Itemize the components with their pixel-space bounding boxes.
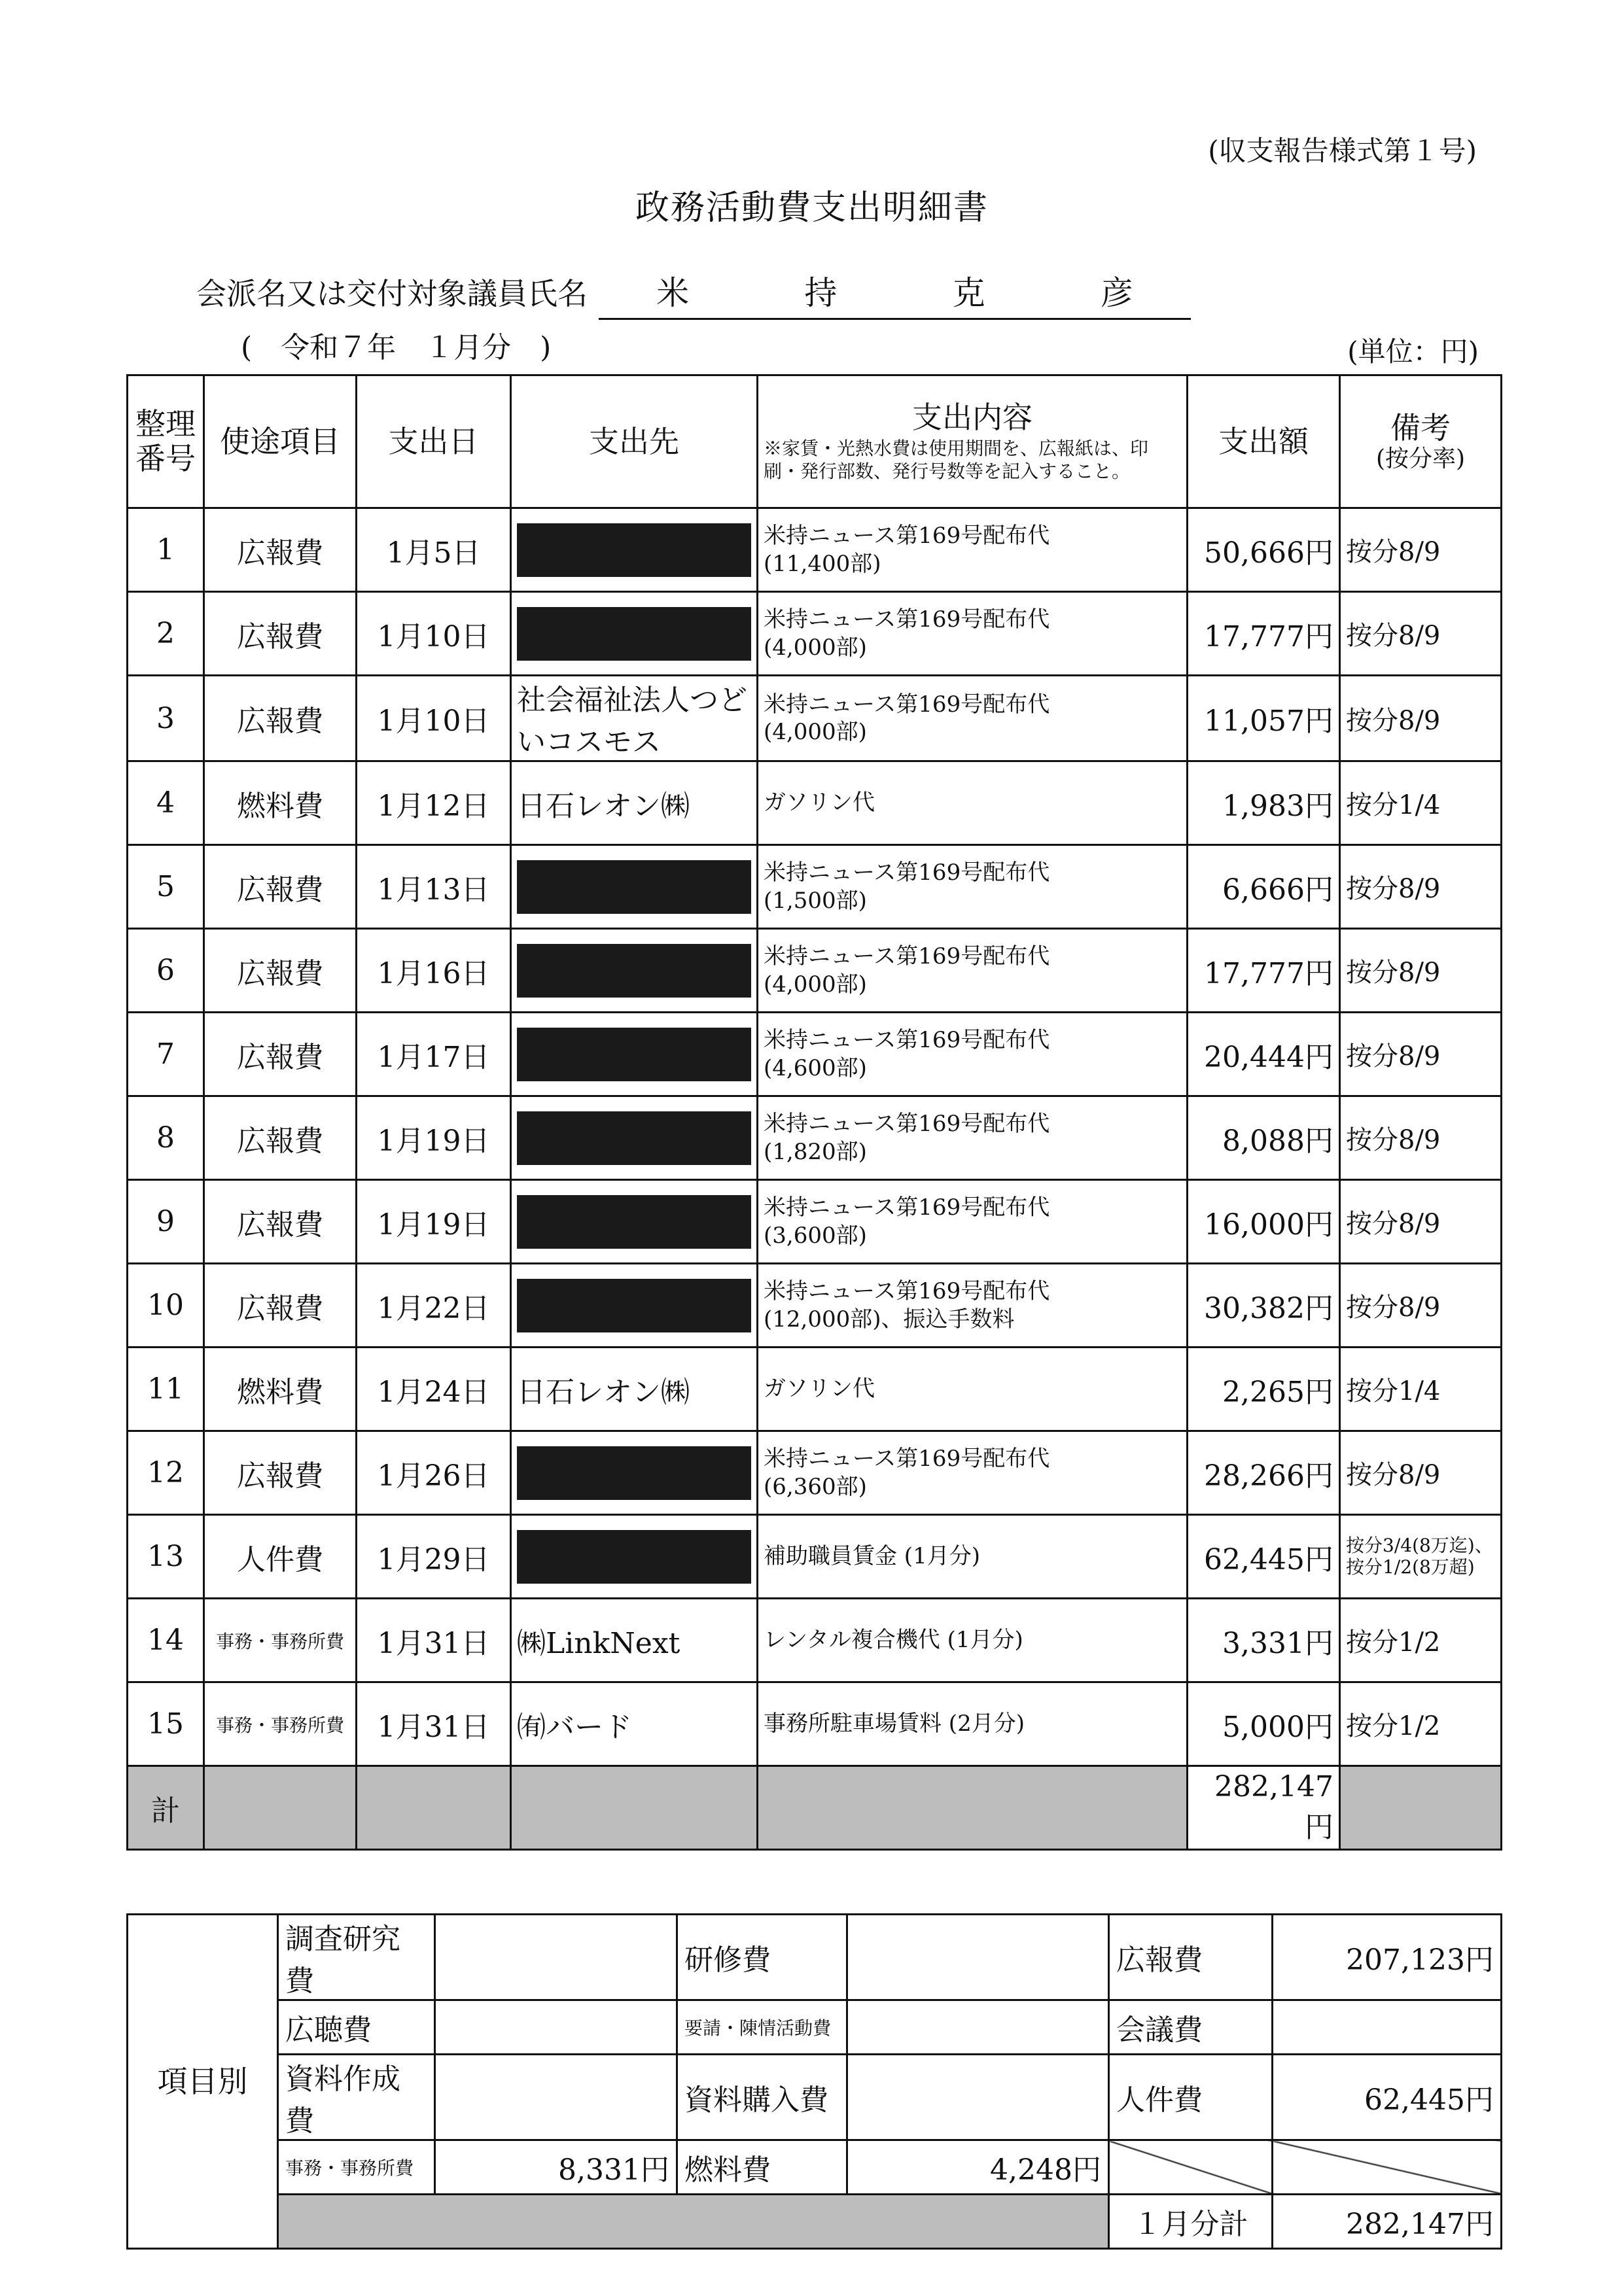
table-row [128,1599,1502,1682]
table-row [128,1682,1502,1766]
row-payee: 日石レオン㈱ [511,1348,758,1431]
row-amount: 5,000円 [1188,1682,1340,1766]
table-row [128,508,1502,592]
row-payee [511,1431,758,1515]
row-payee: 日石レオン㈱ [511,761,758,845]
total-label: 計 [128,1766,204,1850]
row-description: 米持ニュース第169号配布代 (6,360部) [758,1431,1188,1515]
table-row [128,592,1502,676]
summary-value: 8,331円 [435,2140,677,2195]
row-payee: ㈲バード [511,1682,758,1766]
summary-value [435,2055,677,2140]
row-note: 按分8/9 [1340,1180,1502,1264]
row-date: 1月13日 [357,845,511,929]
table-row [128,1180,1502,1264]
row-date: 1月22日 [357,1264,511,1348]
table-row [128,676,1502,761]
summary-value [847,2055,1109,2140]
summary-value [435,1915,677,2000]
row-amount: 2,265円 [1188,1348,1340,1431]
row-number: 12 [128,1431,204,1515]
summary-value [435,2000,677,2055]
summary-row [128,2000,1502,2055]
row-payee [511,1096,758,1180]
row-description: 米持ニュース第169号配布代 (11,400部) [758,508,1188,592]
row-category: 広報費 [204,1013,357,1096]
expenditure-table [126,374,1502,1851]
header-num: 整理番号 [128,375,204,508]
row-category: 広報費 [204,1096,357,1180]
redaction-block [517,1028,751,1081]
row-date: 1月19日 [357,1180,511,1264]
row-description: 事務所駐車場賃料 (2月分) [758,1682,1188,1766]
summary-label: 会議費 [1109,2000,1273,2055]
row-amount: 1,983円 [1188,761,1340,845]
redaction-block [517,607,751,661]
row-category: 事務・事務所費 [204,1682,357,1766]
redaction-block [517,860,751,914]
row-number: 5 [128,845,204,929]
row-date: 1月5日 [357,508,511,592]
summary-value: 4,248円 [847,2140,1109,2195]
member-name-char: 米 [656,274,690,312]
row-note: 按分8/9 [1340,1096,1502,1180]
header-description [758,375,1188,508]
table-row [128,1096,1502,1180]
row-date: 1月31日 [357,1599,511,1682]
row-note: 按分8/9 [1340,592,1502,676]
row-number: 7 [128,1013,204,1096]
redaction-block [517,1279,751,1332]
table-row [128,1348,1502,1431]
row-payee [511,592,758,676]
row-payee [511,1515,758,1599]
header-date: 支出日 [357,375,511,508]
summary-label: 事務・事務所費 [278,2140,435,2195]
summary-value: 207,123円 [1273,1915,1502,2000]
redaction-block [517,523,751,577]
category-summary-table [126,1913,1502,2250]
row-date: 1月10日 [357,676,511,761]
table-row [128,1264,1502,1348]
summary-row [128,2055,1502,2140]
row-note: 按分1/2 [1340,1682,1502,1766]
total-blank [1340,1766,1502,1850]
row-payee [511,1264,758,1348]
table-row [128,761,1502,845]
summary-value [847,2000,1109,2055]
summary-row [128,1915,1502,2000]
summary-shaded-cell [278,2195,1109,2249]
row-number: 8 [128,1096,204,1180]
table-body [128,508,1502,1766]
summary-diagonal-cell [1109,2140,1273,2195]
table-header-row [128,375,1502,508]
row-number: 6 [128,929,204,1013]
row-number: 9 [128,1180,204,1264]
redaction-block [517,1530,751,1584]
table-row [128,1515,1502,1599]
member-label: 会派名又は交付対象議員氏名 [196,276,588,311]
unit-label: (単位：円) [1347,336,1479,368]
table-row [128,1431,1502,1515]
total-blank [758,1766,1188,1850]
row-description: 米持ニュース第169号配布代 (4,600部) [758,1013,1188,1096]
row-category: 人件費 [204,1515,357,1599]
row-payee [511,508,758,592]
summary-label: 研修費 [677,1915,847,2000]
row-note: 按分3/4(8万迄)、按分1/2(8万超) [1340,1515,1502,1599]
row-note: 按分8/9 [1340,508,1502,592]
row-category: 燃料費 [204,761,357,845]
row-date: 1月16日 [357,929,511,1013]
header-description-note: ※家賃・光熱水費は使用期間を、広報紙は、印刷・発行部数、発行号数等を記入すること。 [764,438,1149,483]
row-payee: 社会福祉法人つどいコスモス [511,676,758,761]
row-payee [511,929,758,1013]
redaction-block [517,1446,751,1500]
report-period: ( 令和７年 １月分 ) [241,331,552,364]
row-category: 広報費 [204,1264,357,1348]
row-amount: 50,666円 [1188,508,1340,592]
row-description: 米持ニュース第169号配布代 (1,500部) [758,845,1188,929]
row-number: 3 [128,676,204,761]
total-blank [511,1766,758,1850]
summary-total-label: １月分計 [1109,2195,1273,2249]
table-row [128,1013,1502,1096]
row-number: 15 [128,1682,204,1766]
row-note: 按分8/9 [1340,1013,1502,1096]
header-note-title: 備考 [1390,409,1451,445]
summary-row [128,2140,1502,2195]
total-amount: 282,147円 [1188,1766,1340,1850]
row-payee [511,845,758,929]
member-name [599,267,1191,320]
row-payee [511,1180,758,1264]
row-category: 広報費 [204,676,357,761]
row-date: 1月31日 [357,1682,511,1766]
row-note: 按分8/9 [1340,1431,1502,1515]
summary-diagonal-cell [1273,2140,1502,2195]
summary-value [847,1915,1109,2000]
row-date: 1月26日 [357,1431,511,1515]
table-row [128,845,1502,929]
summary-label: 資料作成費 [278,2055,435,2140]
summary-side-label: 項目別 [128,1915,278,2249]
row-amount: 6,666円 [1188,845,1340,929]
row-amount: 28,266円 [1188,1431,1340,1515]
row-note: 按分1/4 [1340,761,1502,845]
row-amount: 30,382円 [1188,1264,1340,1348]
row-category: 広報費 [204,929,357,1013]
summary-total-value: 282,147円 [1273,2195,1502,2249]
summary-label: 広報費 [1109,1915,1273,2000]
row-category: 広報費 [204,1180,357,1264]
redaction-block [517,1111,751,1165]
row-description: 米持ニュース第169号配布代 (12,000部)、振込手数料 [758,1264,1188,1348]
header-note [1340,375,1502,508]
row-category: 広報費 [204,592,357,676]
row-amount: 20,444円 [1188,1013,1340,1096]
row-payee: ㈱LinkNext [511,1599,758,1682]
row-description: ガソリン代 [758,761,1188,845]
row-number: 4 [128,761,204,845]
row-amount: 62,445円 [1188,1515,1340,1599]
total-blank [204,1766,357,1850]
row-number: 13 [128,1515,204,1599]
total-row [128,1766,1502,1850]
summary-label: 資料購入費 [677,2055,847,2140]
row-number: 11 [128,1348,204,1431]
row-description: ガソリン代 [758,1348,1188,1431]
member-name-char: 彦 [1100,274,1133,312]
row-date: 1月17日 [357,1013,511,1096]
row-date: 1月12日 [357,761,511,845]
member-name-char: 克 [952,274,985,312]
form-code: (収支報告様式第１号) [1208,135,1477,167]
row-description: レンタル複合機代 (1月分) [758,1599,1188,1682]
row-amount: 3,331円 [1188,1599,1340,1682]
row-category: 広報費 [204,508,357,592]
row-description: 米持ニュース第169号配布代 (1,820部) [758,1096,1188,1180]
row-number: 10 [128,1264,204,1348]
row-date: 1月19日 [357,1096,511,1180]
row-note: 按分8/9 [1340,1264,1502,1348]
row-note: 按分1/4 [1340,1348,1502,1431]
row-date: 1月10日 [357,592,511,676]
row-category: 燃料費 [204,1348,357,1431]
row-note: 按分8/9 [1340,845,1502,929]
summary-value [1273,2000,1502,2055]
row-date: 1月29日 [357,1515,511,1599]
redaction-block [517,1195,751,1249]
summary-label: 燃料費 [677,2140,847,2195]
row-amount: 17,777円 [1188,592,1340,676]
row-note: 按分8/9 [1340,929,1502,1013]
total-blank [357,1766,511,1850]
document-title: 政務活動費支出明細書 [635,188,989,228]
row-number: 1 [128,508,204,592]
row-category: 事務・事務所費 [204,1599,357,1682]
summary-value: 62,445円 [1273,2055,1502,2140]
table-row [128,929,1502,1013]
row-amount: 8,088円 [1188,1096,1340,1180]
row-note: 按分8/9 [1340,676,1502,761]
row-payee [511,1013,758,1096]
row-note: 按分1/2 [1340,1599,1502,1682]
row-description: 米持ニュース第169号配布代 (4,000部) [758,929,1188,1013]
row-category: 広報費 [204,845,357,929]
row-number: 2 [128,592,204,676]
summary-label: 人件費 [1109,2055,1273,2140]
row-number: 14 [128,1599,204,1682]
row-description: 米持ニュース第169号配布代 (3,600部) [758,1180,1188,1264]
summary-label: 調査研究費 [278,1915,435,2000]
summary-row [128,2195,1502,2249]
summary-label: 広聴費 [278,2000,435,2055]
header-amount: 支出額 [1188,375,1340,508]
header-category: 使途項目 [204,375,357,508]
summary-label: 要請・陳情活動費 [677,2000,847,2055]
row-amount: 17,777円 [1188,929,1340,1013]
row-amount: 16,000円 [1188,1180,1340,1264]
header-note-sub: (按分率) [1375,445,1466,472]
row-description: 米持ニュース第169号配布代 (4,000部) [758,676,1188,761]
row-description: 米持ニュース第169号配布代 (4,000部) [758,592,1188,676]
row-date: 1月24日 [357,1348,511,1431]
row-description: 補助職員賃金 (1月分) [758,1515,1188,1599]
redaction-block [517,944,751,998]
row-amount: 11,057円 [1188,676,1340,761]
member-name-char: 持 [804,274,838,312]
header-description-title: 支出内容 [912,399,1033,435]
header-payee: 支出先 [511,375,758,508]
row-category: 広報費 [204,1431,357,1515]
